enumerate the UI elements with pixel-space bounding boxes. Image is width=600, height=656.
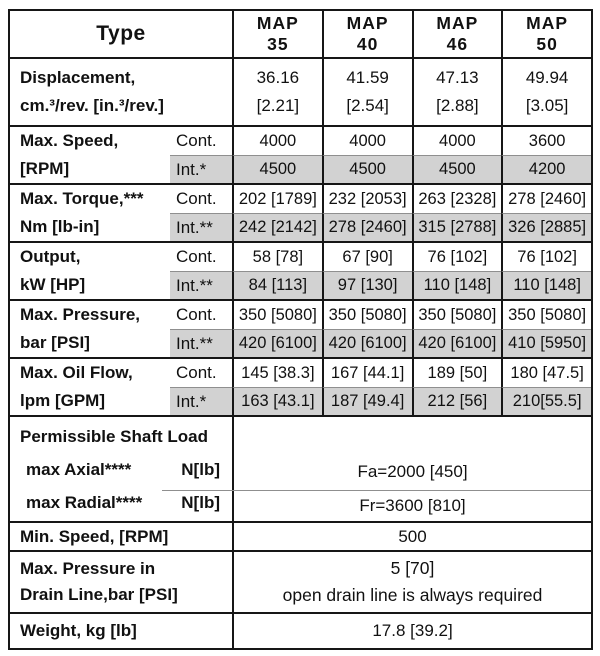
axial-unit: N[lb] bbox=[181, 460, 220, 479]
int-sublabel: Int.** bbox=[170, 271, 232, 299]
max-speed-cont-map46: 4000 bbox=[412, 127, 502, 155]
row-label-line1: Output, bbox=[20, 247, 81, 266]
row-label-line1: Max. Torque,*** bbox=[20, 189, 144, 208]
series-label: MAP bbox=[436, 13, 479, 33]
cont-sublabel: Cont. bbox=[176, 247, 217, 266]
shaft-load-title: Permissible Shaft Load bbox=[20, 427, 208, 447]
max-oil-flow-int-map40: 187 [49.4] bbox=[322, 387, 412, 415]
row-label-line2: lpm [GPM] bbox=[20, 391, 105, 410]
series-label: MAP bbox=[346, 13, 389, 33]
radial-value: Fr=3600 [810] bbox=[359, 495, 466, 515]
row-label-min-speed: Min. Speed, [RPM] bbox=[20, 526, 169, 546]
max-pressure-int-map40: 420 [6100] bbox=[322, 329, 412, 357]
drain-line-values bbox=[232, 552, 591, 612]
int-sublabel: Int.* bbox=[170, 387, 232, 415]
column-header-map50 bbox=[501, 11, 591, 57]
displacement-map50-value bbox=[501, 59, 591, 125]
row-label-line2: [RPM] bbox=[20, 159, 70, 178]
cont-sublabel: Cont. bbox=[176, 189, 217, 208]
shaft-load-section bbox=[10, 415, 591, 521]
max-torque-cont-map40: 232 [2053] bbox=[322, 185, 412, 213]
max-torque-int-map46: 315 [2788] bbox=[412, 213, 502, 241]
metric-value: 36.16 bbox=[256, 67, 300, 87]
row-label-line1: Displacement, bbox=[20, 67, 136, 87]
series-label: MAP bbox=[526, 13, 569, 33]
metric-value: 41.59 bbox=[346, 67, 389, 87]
row-label-line1: Max. Speed, bbox=[20, 131, 119, 150]
max-speed-cont-map35: 4000 bbox=[232, 127, 322, 155]
max-speed-int-map40: 4500 bbox=[322, 155, 412, 183]
output-cont-map35: 58 [78] bbox=[232, 243, 322, 271]
row-label-line2: kW [HP] bbox=[20, 275, 86, 294]
row-label-line1: Max. Oil Flow, bbox=[20, 363, 133, 382]
max-oil-flow-int-map35: 163 [43.1] bbox=[232, 387, 322, 415]
imperial-value: [2.88] bbox=[436, 96, 479, 116]
axial-label-line bbox=[20, 454, 220, 487]
max-oil-flow-cont-map46: 189 [50] bbox=[412, 359, 502, 387]
displacement-map46-value bbox=[412, 59, 502, 125]
column-header-map35 bbox=[232, 11, 322, 57]
displacement-map35-value bbox=[232, 59, 322, 125]
min-speed-row bbox=[10, 521, 591, 550]
radial-label: max Radial**** bbox=[26, 492, 143, 512]
row-label-line1: Max. Pressure in bbox=[20, 558, 156, 578]
imperial-value: [3.05] bbox=[525, 96, 569, 116]
drain-note: open drain line is always required bbox=[282, 585, 543, 605]
output-cont-map50: 76 [102] bbox=[501, 243, 591, 271]
row-label-line2: cm.³/rev. [in.³/rev.] bbox=[20, 96, 164, 116]
row-label-line2: bar [PSI] bbox=[20, 333, 90, 352]
row-label-displacement bbox=[10, 59, 232, 125]
spec-table bbox=[8, 9, 593, 650]
imperial-value: [2.21] bbox=[256, 96, 300, 116]
imperial-value: [2.54] bbox=[346, 96, 389, 116]
max-torque-cont-map46: 263 [2328] bbox=[412, 185, 502, 213]
max-torque-int-map50: 326 [2885] bbox=[501, 213, 591, 241]
output-cont-map40: 67 [90] bbox=[322, 243, 412, 271]
row-label-drain-line bbox=[10, 552, 232, 612]
int-sublabel: Int.** bbox=[170, 329, 232, 357]
max-torque-int-map40: 278 [2460] bbox=[322, 213, 412, 241]
output-int-map40: 97 [130] bbox=[322, 271, 412, 299]
weight-row bbox=[10, 612, 591, 648]
weight-value: 17.8 [39.2] bbox=[232, 614, 591, 648]
row-label-max-pressure bbox=[10, 301, 170, 357]
model-label: 46 bbox=[446, 34, 469, 54]
axial-label: max Axial**** bbox=[26, 460, 132, 479]
drain-line-row bbox=[10, 550, 591, 612]
displacement-row bbox=[10, 57, 591, 125]
max-speed-int-map46: 4500 bbox=[412, 155, 502, 183]
max-pressure-int-map35: 420 [6100] bbox=[232, 329, 322, 357]
output-int-map50: 110 [148] bbox=[501, 271, 591, 299]
int-sublabel: Int.** bbox=[170, 213, 232, 241]
series-label: MAP bbox=[256, 13, 299, 33]
row-label-max-speed bbox=[10, 127, 170, 183]
max-speed-cont-map40: 4000 bbox=[322, 127, 412, 155]
displacement-map40-value bbox=[322, 59, 412, 125]
column-header-map46 bbox=[412, 11, 502, 57]
max-pressure-cont-map40: 350 [5080] bbox=[322, 301, 412, 329]
max-pressure-int-map46: 420 [6100] bbox=[412, 329, 502, 357]
column-header-map40 bbox=[322, 11, 412, 57]
radial-unit: N[lb] bbox=[181, 492, 220, 512]
max-pressure-cont-map46: 350 [5080] bbox=[412, 301, 502, 329]
cont-sublabel: Cont. bbox=[176, 131, 217, 150]
row-label-line1: Max. Pressure, bbox=[20, 305, 141, 324]
model-label: 50 bbox=[536, 34, 558, 54]
max-pressure-int-map50: 410 [5950] bbox=[501, 329, 591, 357]
drain-pressure-value: 5 [70] bbox=[390, 558, 435, 578]
metric-value: 47.13 bbox=[436, 67, 479, 87]
max-oil-flow-int-map46: 212 [56] bbox=[412, 387, 502, 415]
row-label-line2: Nm [lb-in] bbox=[20, 217, 100, 236]
max-oil-flow-section bbox=[10, 357, 591, 415]
header-row bbox=[10, 11, 591, 57]
shaft-load-values bbox=[232, 417, 591, 521]
axial-value: Fa=2000 [450] bbox=[357, 461, 468, 481]
model-label: 40 bbox=[356, 34, 379, 54]
output-cont-map46: 76 [102] bbox=[412, 243, 502, 271]
max-speed-cont-map50: 3600 bbox=[501, 127, 591, 155]
cont-sublabel: Cont. bbox=[176, 305, 217, 324]
max-oil-flow-cont-map40: 167 [44.1] bbox=[322, 359, 412, 387]
row-label-max-oil-flow bbox=[10, 359, 170, 415]
output-int-map35: 84 [113] bbox=[232, 271, 322, 299]
max-pressure-cont-map50: 350 [5080] bbox=[501, 301, 591, 329]
output-section bbox=[10, 241, 591, 299]
radial-label-line bbox=[20, 486, 220, 519]
max-torque-cont-map50: 278 [2460] bbox=[501, 185, 591, 213]
row-label-max-torque bbox=[10, 185, 170, 241]
row-label-weight: Weight, kg [lb] bbox=[20, 621, 137, 640]
max-pressure-cont-map35: 350 [5080] bbox=[232, 301, 322, 329]
cont-sublabel: Cont. bbox=[176, 363, 217, 382]
min-speed-value: 500 bbox=[232, 523, 591, 550]
max-oil-flow-cont-map50: 180 [47.5] bbox=[501, 359, 591, 387]
max-pressure-section bbox=[10, 299, 591, 357]
max-torque-section bbox=[10, 183, 591, 241]
max-speed-section bbox=[10, 125, 591, 183]
max-oil-flow-int-map50: 210[55.5] bbox=[501, 387, 591, 415]
output-int-map46: 110 [148] bbox=[412, 271, 502, 299]
model-label: 35 bbox=[267, 34, 289, 54]
max-speed-int-map35: 4500 bbox=[232, 155, 322, 183]
max-torque-int-map35: 242 [2142] bbox=[232, 213, 322, 241]
type-header: Type bbox=[96, 22, 146, 45]
row-label-output bbox=[10, 243, 170, 299]
max-speed-int-map50: 4200 bbox=[501, 155, 591, 183]
row-label-shaft-load bbox=[10, 417, 232, 521]
max-oil-flow-cont-map35: 145 [38.3] bbox=[232, 359, 322, 387]
row-label-line2: Drain Line,bar [PSI] bbox=[20, 585, 178, 605]
metric-value: 49.94 bbox=[525, 67, 569, 87]
axial-radial-divider bbox=[162, 490, 591, 491]
int-sublabel: Int.* bbox=[170, 155, 232, 183]
max-torque-cont-map35: 202 [1789] bbox=[232, 185, 322, 213]
